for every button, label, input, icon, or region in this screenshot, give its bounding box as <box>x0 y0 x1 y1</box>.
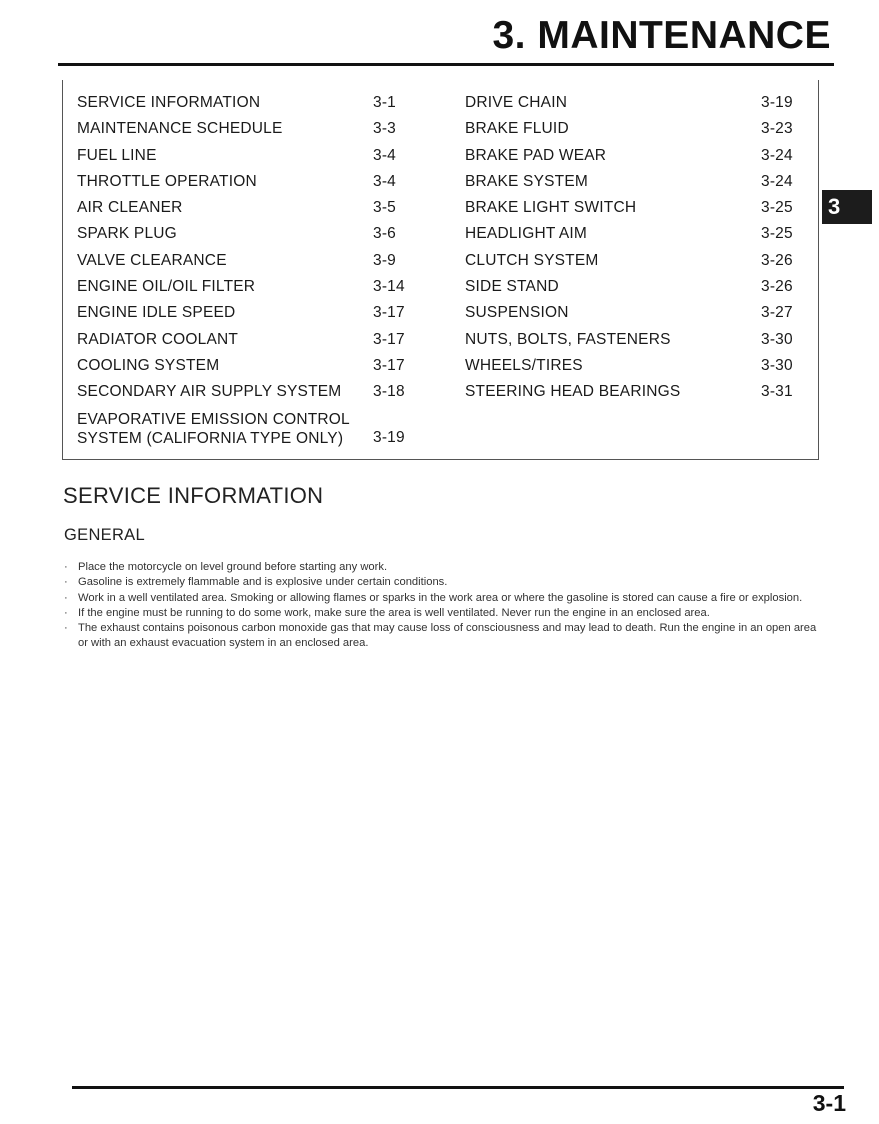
toc-entry[interactable] <box>465 147 805 173</box>
toc-entry[interactable] <box>465 199 805 225</box>
toc-entry[interactable] <box>77 94 417 120</box>
toc-entry-page: 3-23 <box>761 120 793 138</box>
toc-entry[interactable] <box>465 331 805 357</box>
bullet-icon: · <box>64 591 68 604</box>
toc-entry[interactable] <box>465 383 805 409</box>
toc-entry-page: 3-19 <box>373 428 405 446</box>
toc-entry-name: ENGINE IDLE SPEED <box>77 304 236 322</box>
list-item <box>64 621 824 652</box>
toc-entry-page: 3-6 <box>373 225 397 243</box>
toc-entry-name: WHEELS/TIRES <box>465 356 583 374</box>
toc-entry-page: 3-25 <box>761 225 793 243</box>
toc-entry[interactable] <box>77 173 417 199</box>
list-item-text: The exhaust contains poisonous carbon monoxide gas that may cause loss of consciousness and may lead to death. Run the engine in an open area or with an exhaust evacuation system in an enclosed area. <box>78 622 817 650</box>
toc-entry-name: SIDE STAND <box>465 278 559 296</box>
toc-entry-name: SECONDARY AIR SUPPLY SYSTEM <box>77 383 342 401</box>
general-bullet-list <box>64 560 824 652</box>
toc-entry[interactable] <box>465 225 805 251</box>
toc-left-column <box>77 94 417 454</box>
toc-entry-page: 3-1 <box>373 94 397 111</box>
toc-entry-page: 3-9 <box>373 251 397 269</box>
toc-entry-name: FUEL LINE <box>77 146 157 164</box>
toc-entry-page: 3-4 <box>373 172 397 190</box>
toc-entry-name: SPARK PLUG <box>77 225 177 243</box>
toc-entry[interactable] <box>77 199 417 225</box>
toc-entry-page: 3-4 <box>373 146 397 164</box>
toc-entry-name: BRAKE SYSTEM <box>465 172 588 190</box>
toc-entry[interactable] <box>77 383 417 409</box>
bullet-icon: · <box>64 606 68 619</box>
toc-entry-name: CLUTCH SYSTEM <box>465 251 599 269</box>
toc-entry-page: 3-27 <box>761 304 793 322</box>
toc-entry-page: 3-26 <box>761 251 793 269</box>
toc-entry-name: MAINTENANCE SCHEDULE <box>77 120 283 138</box>
toc-entry[interactable] <box>465 173 805 199</box>
toc-entry[interactable] <box>77 278 417 304</box>
toc-entry-name: STEERING HEAD BEARINGS <box>465 383 681 401</box>
toc-entry[interactable] <box>77 252 417 278</box>
toc-entry-page: 3-17 <box>373 330 405 348</box>
toc-entry-name: COOLING SYSTEM <box>77 356 220 374</box>
chapter-tab-marker: 3 <box>822 190 872 224</box>
toc-entry-page: 3-31 <box>761 383 793 401</box>
toc-entry[interactable] <box>77 120 417 146</box>
toc-entry[interactable] <box>77 331 417 357</box>
toc-entry-page: 3-17 <box>373 356 405 374</box>
chapter-title: 3. MAINTENANCE <box>492 14 831 57</box>
toc-entry[interactable] <box>77 225 417 251</box>
bullet-icon: · <box>64 561 68 573</box>
toc-entry-name: EVAPORATIVE EMISSION CONTROL SYSTEM (CALIFORNIA TYPE ONLY) <box>77 410 350 447</box>
toc-entry-page: 3-25 <box>761 199 793 217</box>
toc-entry-name: BRAKE LIGHT SWITCH <box>465 199 637 217</box>
toc-entry[interactable] <box>77 304 417 330</box>
toc-entry-page: 3-24 <box>761 172 793 190</box>
toc-entry-page: 3-19 <box>761 94 793 111</box>
toc-entry-page: 3-14 <box>373 278 405 296</box>
toc-entry-name: BRAKE PAD WEAR <box>465 146 607 164</box>
toc-right-column <box>465 94 805 410</box>
sub-heading: GENERAL <box>64 526 145 544</box>
toc-entry-name: AIR CLEANER <box>77 199 183 217</box>
list-item-text: Gasoline is extremely flammable and is explosive under certain conditions. <box>78 576 448 589</box>
list-item <box>64 591 824 606</box>
list-item <box>64 575 824 590</box>
toc-entry-name: BRAKE FLUID <box>465 120 569 138</box>
toc-entry-name: THROTTLE OPERATION <box>77 172 257 190</box>
toc-entry-page: 3-17 <box>373 304 405 322</box>
toc-entry-name: ENGINE OIL/OIL FILTER <box>77 278 256 296</box>
toc-entry-page: 3-30 <box>761 330 793 348</box>
toc-entry-name: HEADLIGHT AIM <box>465 225 588 243</box>
toc-entry[interactable] <box>77 410 417 454</box>
toc-entry[interactable] <box>465 94 805 120</box>
page-number: 3-1 <box>812 1090 846 1116</box>
footer-divider <box>72 1086 844 1089</box>
toc-entry-page: 3-3 <box>373 120 397 138</box>
list-item-text: Work in a well ventilated area. Smoking or allowing flames or sparks in the work area or where the gasoline is stored can cause a fire or explosion. <box>78 591 803 604</box>
list-item <box>64 606 824 621</box>
toc-entry[interactable] <box>465 120 805 146</box>
toc-entry-page: 3-24 <box>761 146 793 164</box>
table-of-contents <box>62 80 819 460</box>
toc-entry[interactable] <box>465 357 805 383</box>
list-item-text: If the engine must be running to do some work, make sure the area is well ventilated. Never run the engine in an enclosed area. <box>78 606 710 619</box>
toc-entry[interactable] <box>77 357 417 383</box>
toc-entry-page: 3-26 <box>761 278 793 296</box>
toc-entry-name: SUSPENSION <box>465 304 569 322</box>
toc-entry[interactable] <box>465 278 805 304</box>
toc-entry-page: 3-18 <box>373 383 405 401</box>
section-heading: SERVICE INFORMATION <box>63 483 324 508</box>
toc-entry-page: 3-30 <box>761 356 793 374</box>
toc-entry-name: DRIVE CHAIN <box>465 94 568 111</box>
toc-entry-name: NUTS, BOLTS, FASTENERS <box>465 330 671 348</box>
title-divider <box>58 63 834 66</box>
bullet-icon: · <box>64 622 68 635</box>
list-item-text: Place the motorcycle on level ground before starting any work. <box>78 561 388 573</box>
toc-entry[interactable] <box>465 252 805 278</box>
toc-entry-page: 3-5 <box>373 199 397 217</box>
toc-entry[interactable] <box>465 304 805 330</box>
toc-entry-name: SERVICE INFORMATION <box>77 94 261 111</box>
toc-entry-name: VALVE CLEARANCE <box>77 251 227 269</box>
list-item <box>64 560 824 575</box>
toc-entry[interactable] <box>77 147 417 173</box>
bullet-icon: · <box>64 576 68 589</box>
toc-entry-name: RADIATOR COOLANT <box>77 330 239 348</box>
